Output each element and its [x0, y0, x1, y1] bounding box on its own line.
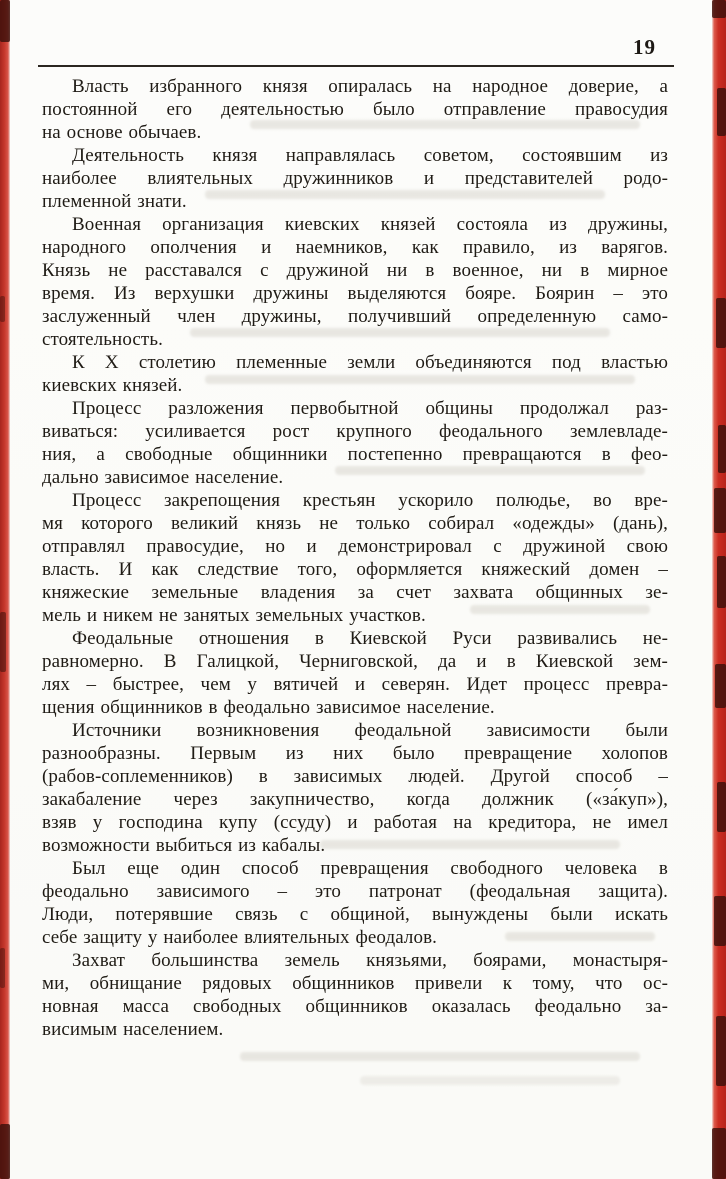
text-line: Люди, потерявшие связь с общиной, вынуждены были искать: [42, 904, 668, 925]
text-line: взяв у господина купу (ссуду) и работая на кредитора, не имел: [42, 812, 668, 833]
text-line: (рабов-соплеменников) в зависимых людей. Другой способ –: [42, 766, 668, 787]
text-line: мя которого великий князь не только собирал «одежды» (дань),: [42, 513, 668, 534]
body-text: [42, 75, 668, 1041]
text-line: феодально зависимого – это патронат (феодальная защита).: [42, 881, 668, 902]
cover-mark: [718, 425, 726, 473]
text-line: Деятельность князя направлялась советом, состоявшим из: [72, 145, 668, 166]
cover-mark: [0, 296, 5, 322]
text-line: виваться: усиливается рост крупного феодального землевладе-: [42, 421, 668, 442]
text-line: племенной знати.: [42, 191, 187, 212]
text-line: Князь не расставался с дружиной ни в военное, ни в мирное: [42, 260, 668, 281]
book-cover-edge-right: [712, 0, 726, 1179]
cover-mark: [712, 1128, 726, 1179]
page-number: 19: [633, 35, 656, 59]
text-line: лях – быстрее, чем у вятичей и северян. Идет процесс превра-: [42, 674, 668, 695]
text-line: Процесс закрепощения крестьян ускорило полюдье, во вре-: [72, 490, 668, 511]
text-line: на основе обычаев.: [42, 122, 202, 143]
cover-mark: [0, 948, 5, 988]
cover-mark: [717, 556, 726, 608]
cover-mark: [716, 1016, 726, 1086]
text-line: Феодальные отношения в Киевской Руси развивались не-: [72, 628, 668, 649]
text-line: ния, а свободные общинники постепенно превращаются в фео-: [42, 444, 668, 465]
text-line: Военная организация киевских князей состояла из дружины,: [72, 214, 668, 235]
text-line: власть. И как следствие того, оформляется княжеский домен –: [42, 559, 668, 580]
text-line: равномерно. В Галицкой, Черниговской, да и в Киевской зем-: [42, 651, 668, 672]
text-line: закабаление через закупничество, когда должник («за́куп»),: [42, 789, 668, 810]
header-rule: [38, 65, 674, 67]
cover-mark: [712, 0, 726, 18]
text-line: киевских князей.: [42, 375, 183, 396]
book-cover-edge-left: [0, 0, 10, 1179]
text-line: стоятельность.: [42, 329, 163, 350]
cover-mark: [717, 782, 726, 832]
text-line: К X столетию племенные земли объединяются под властью: [72, 352, 668, 373]
text-line: княжеские земельные владения за счет захвата общинных зе-: [42, 582, 668, 603]
text-line: щения общинников в феодально зависимое население.: [42, 697, 495, 718]
text-line: заслуженный член дружины, получивший определенную само-: [42, 306, 668, 327]
cover-mark: [714, 488, 726, 533]
text-line: мель и никем не занятых земельных участков.: [42, 605, 426, 626]
cover-mark: [714, 896, 726, 946]
text-line: отправлял правосудие, но и демонстрировал с дружиной свою: [42, 536, 668, 557]
cover-mark: [0, 0, 10, 42]
text-line: наиболее влиятельных дружинников и представителей родо-: [42, 168, 668, 189]
text-line: себе защиту у наиболее влиятельных феодалов.: [42, 927, 438, 948]
text-line: время. Из верхушки дружины выделяются бояре. Боярин – это: [42, 283, 668, 304]
cover-mark: [715, 664, 726, 708]
text-line: дально зависимое население.: [42, 467, 284, 488]
cover-mark: [0, 612, 6, 672]
text-line: постоянной его деятельностью было отправление правосудия: [42, 99, 668, 120]
bleed-through-artifact: [360, 1076, 620, 1085]
text-line: Процесс разложения первобытной общины продолжал раз-: [72, 398, 668, 419]
text-line: ми, обнищание рядовых общинников привели к тому, что ос-: [42, 973, 668, 994]
bleed-through-artifact: [240, 1052, 640, 1061]
text-line: Источники возникновения феодальной зависимости были: [72, 720, 668, 741]
text-line: возможности выбиться из кабалы.: [42, 835, 326, 856]
cover-mark: [717, 88, 726, 136]
text-line: новная масса свободных общинников оказалась феодально за-: [42, 996, 668, 1017]
text-line: народного ополчения и наемников, как правило, из варягов.: [42, 237, 668, 258]
text-line: висимым населением.: [42, 1019, 224, 1040]
text-line: Был еще один способ превращения свободного человека в: [72, 858, 668, 879]
text-line: Захват большинства земель князьями, боярами, монастыря-: [72, 950, 668, 971]
text-line: разнообразны. Первым из них было превращение холопов: [42, 743, 668, 764]
text-line: Власть избранного князя опиралась на народное доверие, а: [72, 76, 668, 97]
cover-mark: [716, 298, 726, 348]
cover-mark: [0, 1124, 10, 1179]
